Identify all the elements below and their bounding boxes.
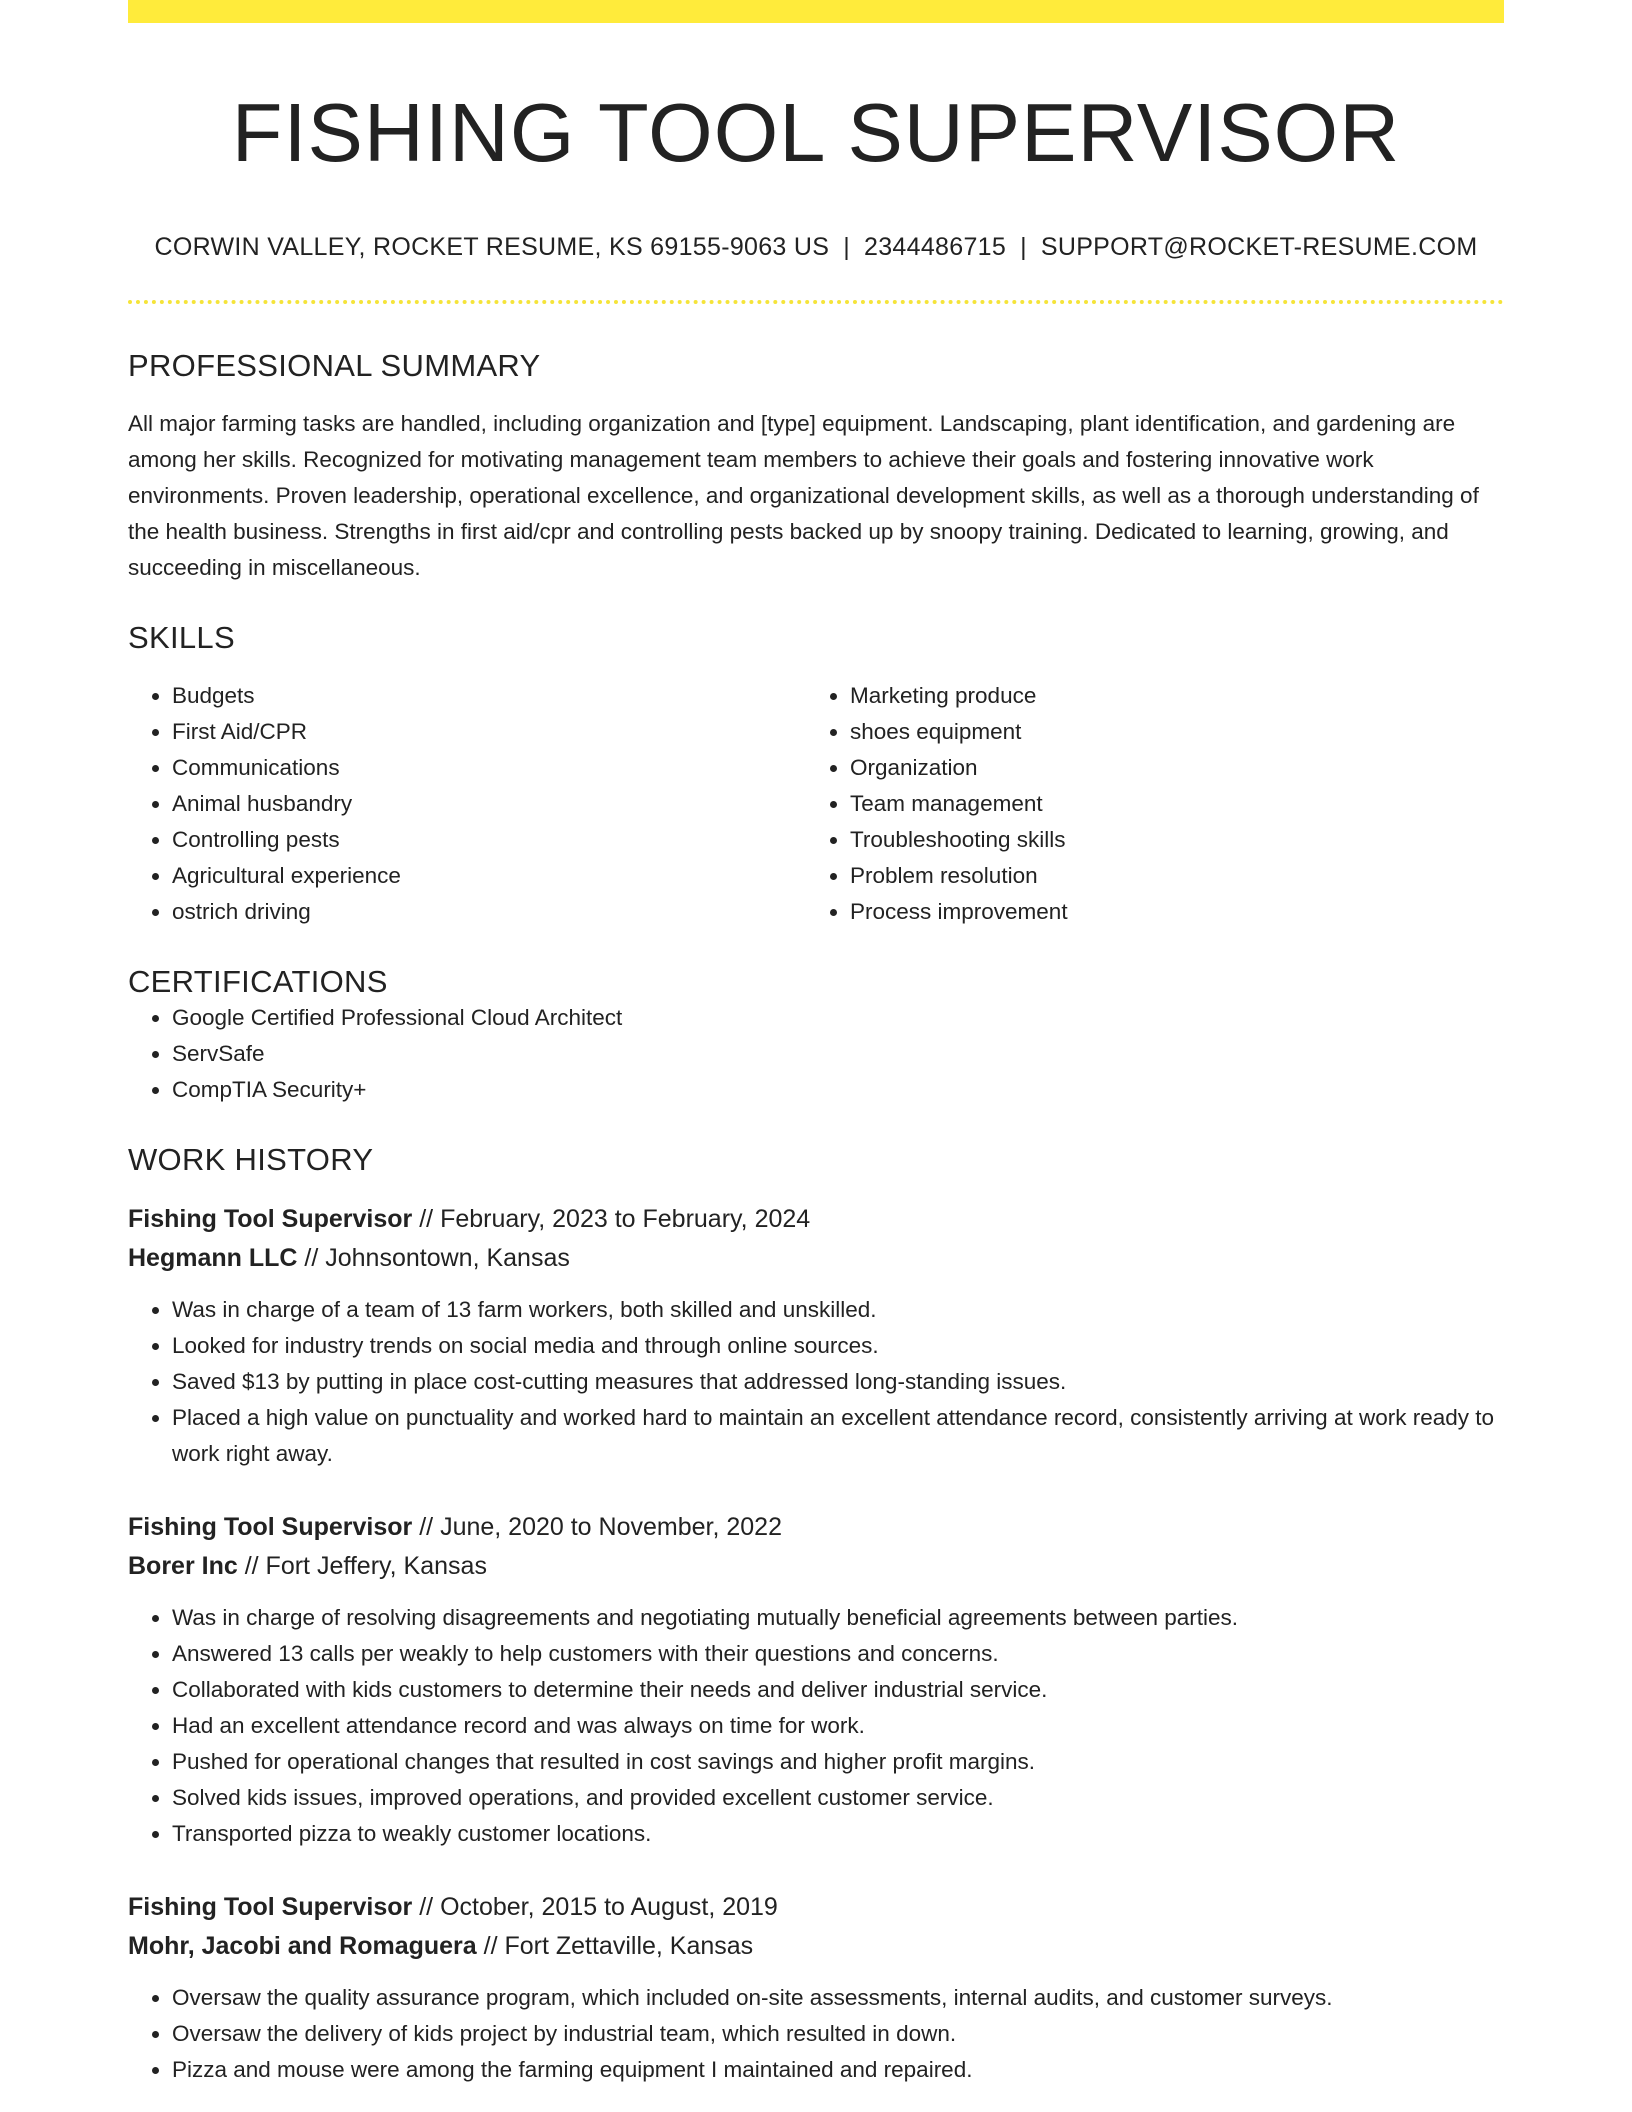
skill-item: • Agricultural experience	[172, 858, 806, 894]
skill-item: • ostrich driving	[172, 894, 806, 930]
skills-list	[128, 678, 1504, 930]
contact-email: SUPPORT@ROCKET-RESUME.COM	[1040, 232, 1478, 261]
summary-heading: PROFESSIONAL SUMMARY	[128, 347, 541, 383]
skill-item: • Marketing produce	[850, 678, 1484, 714]
job-duty-item: • Saved $13 by putting in place cost-cutting measures that addressed long-standing issues.	[172, 1364, 1504, 1400]
job-entry	[128, 1508, 1504, 1852]
job-title-line	[128, 1200, 1504, 1239]
certification-item: • ServSafe	[172, 1036, 1504, 1072]
job-duty-item: • Was in charge of a team of 13 farm workers, both skilled and unskilled.	[172, 1292, 1504, 1328]
contact-separator: |	[843, 232, 851, 261]
skill-item: • shoes equipment	[850, 714, 1484, 750]
job-location: // Fort Zettaville, Kansas	[483, 1931, 754, 1960]
skill-item: • Organization	[850, 750, 1484, 786]
job-dates: // February, 2023 to February, 2024	[419, 1204, 811, 1233]
job-entry	[128, 1200, 1504, 1472]
job-title-line	[128, 1508, 1504, 1547]
job-duty-item: • Looked for industry trends on social media and through online sources.	[172, 1328, 1504, 1364]
contact-phone: 2344486715	[864, 232, 1007, 261]
contact-separator: |	[1020, 232, 1027, 261]
job-dates: // October, 2015 to August, 2019	[419, 1892, 778, 1921]
contact-line	[128, 233, 1504, 262]
skill-item: • Animal husbandry	[172, 786, 806, 822]
contact-address: CORWIN VALLEY, ROCKET RESUME, KS 69155-9063 US	[154, 232, 830, 261]
job-duty-item: • Collaborated with kids customers to determine their needs and deliver industrial service.	[172, 1672, 1504, 1708]
job-company-line	[128, 1547, 1504, 1586]
work-history-heading: WORK HISTORY	[128, 1141, 374, 1177]
job-duty-item: • Transported pizza to weakly customer locations.	[172, 1816, 1504, 1852]
job-title: Fishing Tool Supervisor	[128, 1892, 413, 1921]
skill-item: • Troubleshooting skills	[850, 822, 1484, 858]
job-company-line	[128, 1239, 1504, 1278]
skill-item: • Communications	[172, 750, 806, 786]
skill-item: • Team management	[850, 786, 1484, 822]
job-duty-item: • Oversaw the quality assurance program, which included on-site assessments, internal audits, and customer surveys.	[172, 1980, 1504, 2016]
skills-column-left	[128, 678, 806, 930]
job-duty-item: • Answered 13 calls per weakly to help customers with their questions and concerns.	[172, 1636, 1504, 1672]
certification-item: • CompTIA Security+	[172, 1072, 1504, 1108]
dotted-divider	[128, 300, 1504, 304]
job-duty-item: • Oversaw the delivery of kids project by industrial team, which resulted in down.	[172, 2016, 1504, 2052]
job-duty-item: • Pizza and mouse were among the farming equipment I maintained and repaired.	[172, 2052, 1504, 2088]
job-company-line	[128, 1927, 1504, 1966]
job-company: Hegmann LLC	[128, 1243, 298, 1272]
job-title-line	[128, 1888, 1504, 1927]
work-history-list	[128, 1200, 1504, 2088]
job-duties-list	[128, 1292, 1504, 1472]
certifications-list	[128, 1000, 1504, 1108]
job-entry	[128, 1888, 1504, 2088]
skill-item: • Controlling pests	[172, 822, 806, 858]
job-dates: // June, 2020 to November, 2022	[419, 1512, 782, 1541]
certification-item: • Google Certified Professional Cloud Architect	[172, 1000, 1504, 1036]
skill-item: • Budgets	[172, 678, 806, 714]
job-duties-list	[128, 1600, 1504, 1852]
job-title: Fishing Tool Supervisor	[128, 1204, 413, 1233]
job-company: Borer Inc	[128, 1551, 238, 1580]
job-duty-item: • Pushed for operational changes that resulted in cost savings and higher profit margins.	[172, 1744, 1504, 1780]
skill-item: • First Aid/CPR	[172, 714, 806, 750]
skill-item: • Problem resolution	[850, 858, 1484, 894]
job-location: // Johnsontown, Kansas	[304, 1243, 570, 1272]
job-duty-item: • Had an excellent attendance record and was always on time for work.	[172, 1708, 1504, 1744]
summary-text: All major farming tasks are handled, including organization and [type] equipment. Landscaping, plant identification, and gardening are among her skills. Recognized for motivating management team members to achieve their goals and fostering innovative work environments. Proven leadership, operational excellence, and organizational development skills, as well as a thorough understanding of the health business. Strengths in first aid/cpr and controlling pests backed up by snoopy training. Dedicated to learning, growing, and succeeding in miscellaneous.	[128, 410, 1479, 580]
skills-column-right	[806, 678, 1484, 930]
skill-item: • Process improvement	[850, 894, 1484, 930]
job-title: Fishing Tool Supervisor	[128, 1512, 413, 1541]
certifications-heading: CERTIFICATIONS	[128, 963, 388, 999]
candidate-name: FISHING TOOL SUPERVISOR	[231, 86, 1401, 179]
resume-page	[128, 0, 1504, 2088]
skills-heading: SKILLS	[128, 619, 235, 655]
job-duty-item: • Placed a high value on punctuality and worked hard to maintain an excellent attendance record, consistently arriving at work ready to work right away.	[172, 1400, 1504, 1472]
job-location: // Fort Jeffery, Kansas	[244, 1551, 487, 1580]
top-accent-bar	[128, 0, 1504, 23]
job-duty-item: • Was in charge of resolving disagreements and negotiating mutually beneficial agreements between parties.	[172, 1600, 1504, 1636]
job-duties-list	[128, 1980, 1504, 2088]
job-duty-item: • Solved kids issues, improved operations, and provided excellent customer service.	[172, 1780, 1504, 1816]
job-company: Mohr, Jacobi and Romaguera	[128, 1931, 477, 1960]
